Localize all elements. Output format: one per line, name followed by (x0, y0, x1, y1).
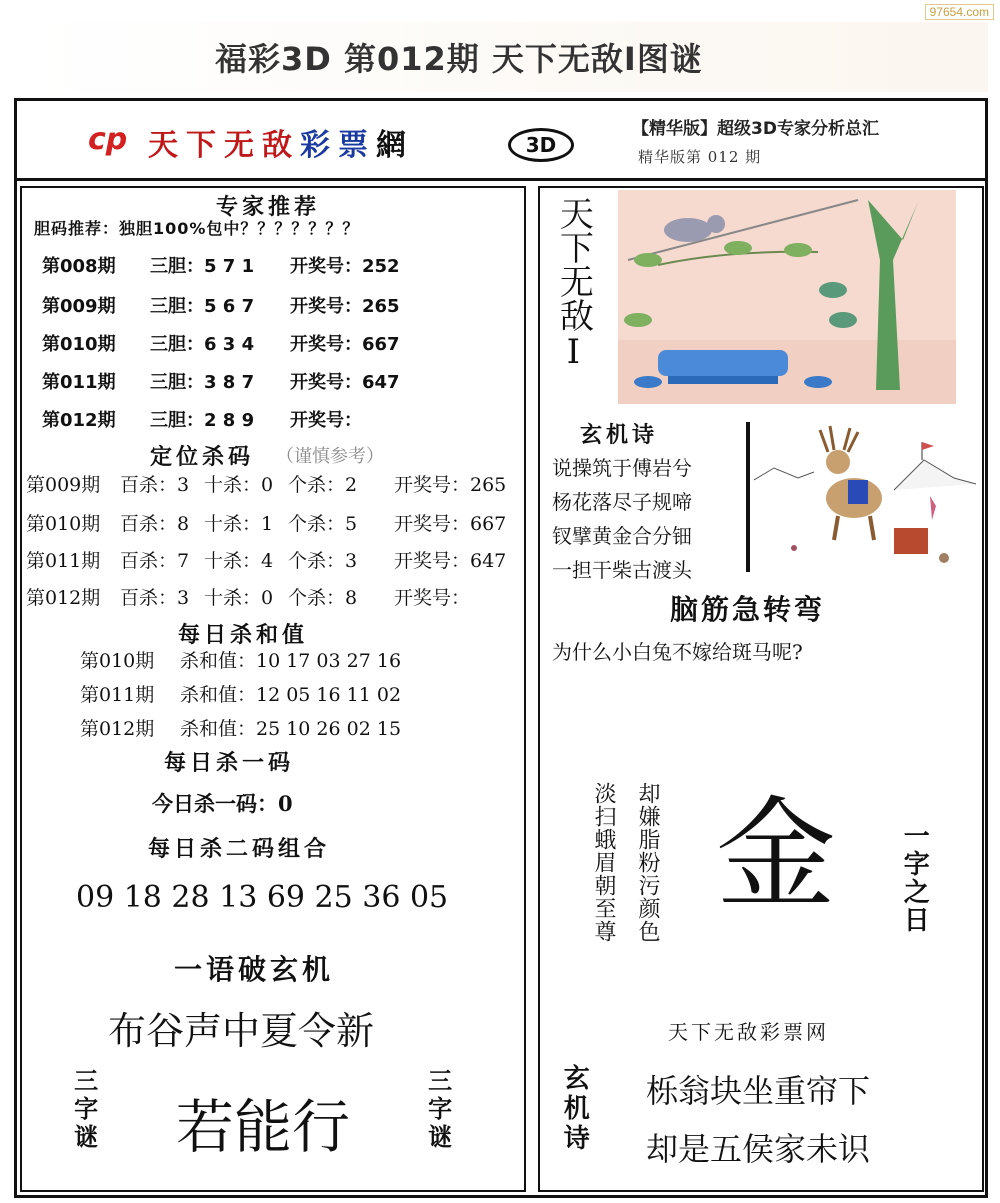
hezhi-value: 杀和值：10 17 03 27 16 (180, 650, 402, 672)
erma-title: 每日杀二码组合 (148, 837, 331, 862)
hezhi-period: 第012期 (80, 718, 155, 740)
expert-period: 第011期 (42, 372, 116, 393)
poem-line: 杨花落尽子规啼 (552, 490, 692, 514)
dingwei-ge: 个杀：2 (288, 474, 358, 496)
yiyu-text: 布谷声中夏令新 (108, 1009, 375, 1053)
xuanji-label: 玄机诗 (559, 1064, 590, 1154)
issue-label: 精华版第 012 期 (638, 148, 762, 166)
poem-line: 说操筑于傅岩兮 (552, 456, 692, 480)
yima-text: 今日杀一码：0 (152, 791, 293, 816)
expert-result: 开奖号： (290, 410, 362, 431)
expert-result: 开奖号：265 (290, 296, 400, 317)
dingwei-ge: 个杀：8 (288, 587, 358, 609)
expert-period: 第009期 (42, 296, 116, 317)
dingwei-bai: 百杀：7 (120, 550, 190, 572)
saddle-icon (848, 480, 868, 504)
expert-result: 开奖号：647 (290, 372, 400, 393)
poem-line: 钗擘黄金合分钿 (552, 524, 692, 548)
stool-icon (804, 376, 832, 388)
dingwei-hint: （谨慎参考） (276, 446, 384, 467)
expert-sandan: 三胆：3 8 7 (150, 372, 255, 393)
yiyu-title: 一语破玄机 (174, 953, 335, 986)
dingwei-period: 第009期 (26, 474, 101, 496)
riddle-text: 为什么小白兔不嫁给斑马呢? (552, 640, 803, 664)
hill-icon (894, 460, 976, 490)
petal-icon (791, 545, 797, 551)
leaf-icon (829, 312, 857, 328)
site-name: 天下无敌彩票网 (668, 1020, 829, 1044)
3d-badge: 3D (508, 128, 574, 162)
expert-result: 开奖号：252 (290, 256, 400, 277)
expert-result: 开奖号：667 (290, 334, 400, 355)
page-title: 福彩3D 第012期 天下无敌Ⅰ图谜 (215, 40, 703, 78)
deer-leg (870, 516, 874, 540)
site-logo (148, 120, 414, 164)
stool-icon (634, 376, 662, 388)
edition-label: 【精华版】超级3D专家分析总汇 (632, 119, 879, 139)
expert-sandan: 三胆：5 6 7 (150, 296, 255, 317)
dingwei-result: 开奖号： (394, 587, 471, 609)
monkey-head (707, 215, 725, 233)
dingwei-period: 第010期 (26, 513, 101, 535)
dingwei-bai: 百杀：3 (120, 587, 190, 609)
dingwei-shi: 十杀：4 (204, 550, 274, 572)
table-base (668, 376, 778, 384)
basket-icon (894, 528, 928, 554)
dingwei-title: 定位杀码 (150, 445, 255, 470)
dingwei-shi: 十杀：0 (204, 474, 274, 496)
logo-red-part: 天下无敌 (148, 128, 300, 163)
hezhi-period: 第011期 (80, 684, 155, 706)
sanzi-label-left: 三字谜 (69, 1068, 98, 1152)
dingwei-result: 开奖号：647 (394, 550, 507, 572)
hill-line (754, 468, 814, 480)
leaf-icon (634, 253, 662, 267)
sanzi-text: 若能行 (176, 1093, 351, 1161)
expert-sandan: 三胆：2 8 9 (150, 410, 255, 431)
leaf-icon (724, 241, 752, 255)
rock-icon (939, 553, 949, 563)
vpoem-line-left: 淡扫蛾眉朝至尊 (591, 782, 616, 943)
dingwei-shi: 十杀：0 (204, 587, 274, 609)
poem-title: 玄机诗 (580, 423, 659, 448)
bottom-poem-line: 却是五侯家未识 (646, 1130, 871, 1168)
deer-illustration (754, 420, 978, 576)
dingwei-period: 第011期 (26, 550, 101, 572)
dingwei-bai: 百杀：8 (120, 513, 190, 535)
leaf-icon (819, 282, 847, 298)
logo-blue-part: 彩票 (300, 128, 376, 163)
monkey-illustration (618, 190, 956, 404)
vertical-title: 天下无敌Ⅰ (553, 196, 594, 372)
hezhi-period: 第010期 (80, 650, 155, 672)
expert-sandan: 三胆：5 7 1 (150, 256, 255, 277)
riddle-title: 脑筋急转弯 (670, 593, 826, 626)
dingwei-ge: 个杀：5 (288, 513, 358, 535)
antlers-icon (820, 426, 858, 452)
yima-title: 每日杀一码 (164, 751, 295, 776)
expert-period: 第010期 (42, 334, 116, 355)
arrow-icon (930, 496, 936, 520)
hezhi-title: 每日杀和值 (178, 623, 309, 648)
danma-line: 胆码推荐：独胆100%包中？？？？？？？ (34, 219, 360, 238)
hezhi-value: 杀和值：12 05 16 11 02 (180, 684, 402, 706)
dingwei-shi: 十杀：1 (204, 513, 274, 535)
bottom-poem-line: 栎翁块坐重帘下 (646, 1072, 871, 1110)
sanzi-label-right: 三字谜 (423, 1068, 452, 1152)
expert-sandan: 三胆：6 3 4 (150, 334, 255, 355)
leaf-icon (624, 313, 652, 327)
poem-line: 一担干柴古渡头 (552, 558, 692, 582)
dingwei-result: 开奖号：667 (394, 513, 507, 535)
watermark: 97654.com (925, 4, 994, 20)
logo-red-end: 網 (376, 128, 414, 163)
erma-text: 09 18 28 13 69 25 36 05 (76, 880, 449, 915)
dingwei-ge: 个杀：3 (288, 550, 358, 572)
big-character: 金 (716, 786, 836, 925)
yizi-label: 一字之日 (899, 822, 930, 934)
dingwei-period: 第012期 (26, 587, 101, 609)
water-table-icon (658, 350, 788, 376)
deer-leg (834, 516, 838, 540)
expert-period: 第008期 (42, 256, 116, 277)
flag-icon (922, 442, 934, 450)
divider-bar (746, 422, 750, 572)
dingwei-result: 开奖号：265 (394, 474, 507, 496)
hezhi-value: 杀和值：25 10 26 02 15 (180, 718, 402, 740)
cp-logo-icon: cp (88, 122, 128, 157)
vpoem-line-right: 却嫌脂粉污颜色 (635, 782, 660, 943)
dingwei-bai: 百杀：3 (120, 474, 190, 496)
deer-head (826, 450, 850, 474)
monkey-icon (664, 218, 712, 242)
leaf-icon (784, 243, 812, 257)
expert-title: 专家推荐 (216, 195, 321, 220)
expert-period: 第012期 (42, 410, 116, 431)
